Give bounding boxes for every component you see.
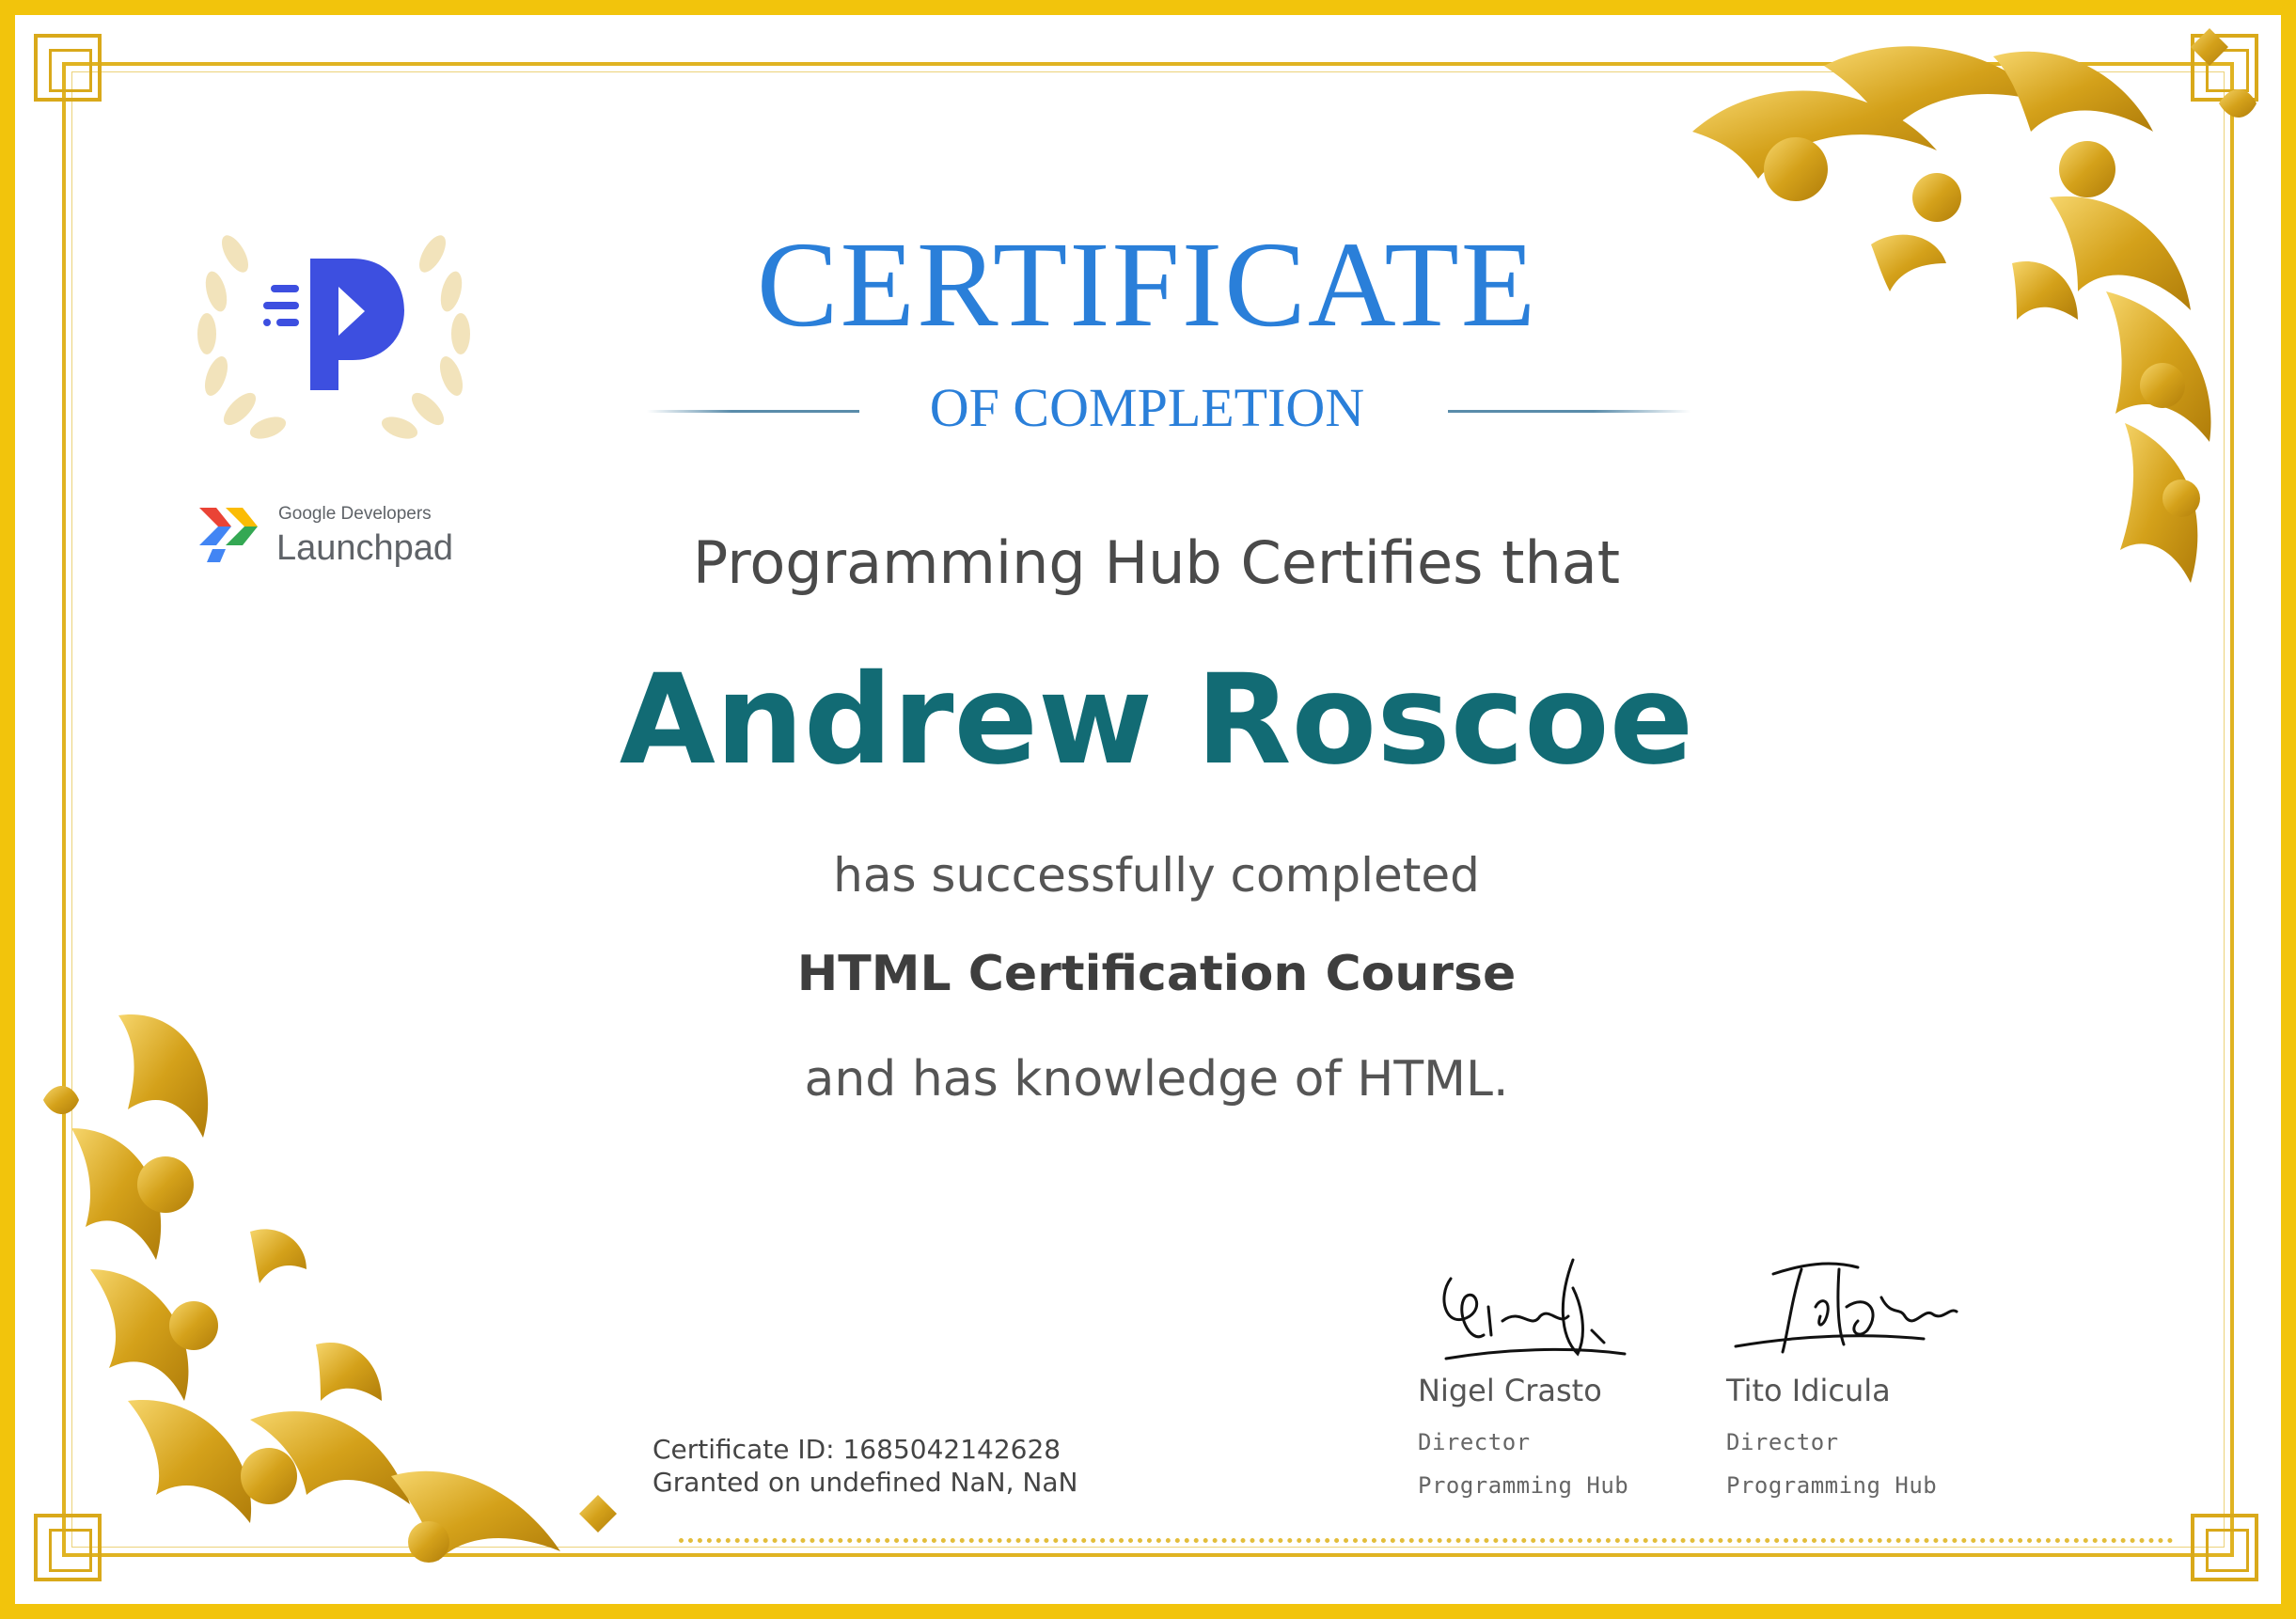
corner-square-bottom-right <box>2191 1514 2258 1581</box>
signature-tito-icon <box>1726 1241 2008 1373</box>
signatory-org: Programming Hub <box>1726 1472 1938 1499</box>
certificate-id: Certificate ID: 1685042142628 <box>653 1434 1062 1465</box>
google-developers-launchpad-logo <box>199 500 481 575</box>
certificate-title: CERTIFICATE <box>756 217 1538 353</box>
signatory-role: Director <box>1726 1429 1839 1455</box>
signatory-org: Programming Hub <box>1418 1472 1629 1499</box>
dotted-divider <box>679 1538 2174 1543</box>
signatory-role: Director <box>1418 1429 1531 1455</box>
programming-hub-p-icon <box>263 249 414 400</box>
knowledge-text: and has knowledge of HTML. <box>804 1051 1509 1108</box>
course-name: HTML Certification Course <box>796 946 1517 1002</box>
partner-big-text: Launchpad <box>276 528 454 568</box>
completed-text: has successfully completed <box>833 848 1480 903</box>
title-rule-right <box>1448 410 1691 413</box>
certificate-meta <box>653 1433 1077 1499</box>
signatory-name: Tito Idicula <box>1726 1373 1891 1408</box>
launchpad-chevrons-icon <box>199 508 265 564</box>
floral-ornament-bottom-left-icon <box>34 987 626 1589</box>
certificate-subtitle: OF COMPLETION <box>929 377 1365 438</box>
signatory-name: Nigel Crasto <box>1418 1373 1602 1408</box>
granted-date: Granted on undefined NaN, NaN <box>653 1467 1078 1498</box>
recipient-name: Andrew Roscoe <box>619 648 1694 793</box>
issuer-line: Programming Hub Certifies that <box>692 528 1621 597</box>
corner-square-top-left <box>34 34 102 102</box>
partner-small-text: Google Developers <box>278 504 432 524</box>
signature-nigel-icon <box>1418 1241 1700 1373</box>
